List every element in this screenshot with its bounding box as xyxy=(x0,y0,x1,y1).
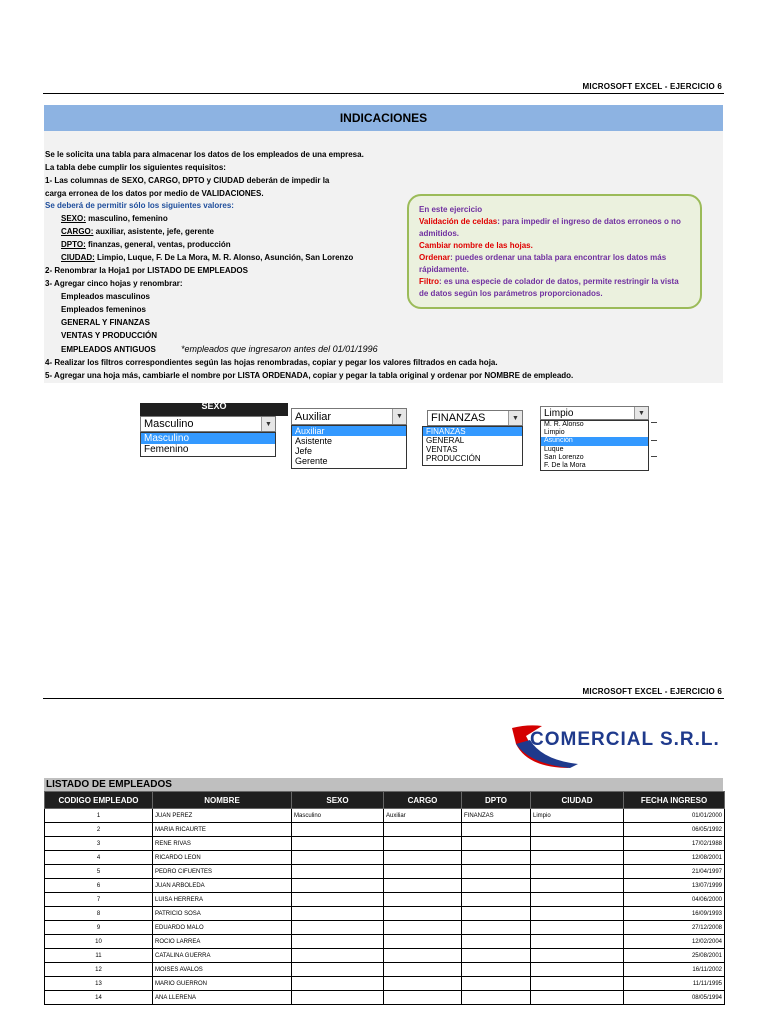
dpto-cell[interactable] xyxy=(462,879,531,893)
codigo-cell[interactable]: 1 xyxy=(45,809,153,823)
dpto-cell[interactable] xyxy=(462,949,531,963)
svg-text:COMERCIAL S.R.L.: COMERCIAL S.R.L. xyxy=(530,729,720,750)
cargo-options-list xyxy=(291,425,407,469)
cargo-cell[interactable] xyxy=(384,921,462,935)
cell-border xyxy=(651,440,657,441)
fecha-cell[interactable]: 16/09/1993 xyxy=(624,907,725,921)
chevron-down-icon[interactable]: ▼ xyxy=(508,411,522,425)
codigo-cell[interactable]: 10 xyxy=(45,935,153,949)
ciudad-options-list xyxy=(540,420,649,471)
step-4: 4- Realizar los filtros correspondientes según las hojas renombradas, copiar y pegar los valores filtrados en cada hoja. xyxy=(45,358,498,367)
sexo-cell[interactable] xyxy=(292,907,384,921)
column-header[interactable]: CODIGO EMPLEADO xyxy=(45,792,153,809)
ciudad-dropdown-value: Limpio xyxy=(544,407,574,419)
column-header[interactable]: CIUDAD xyxy=(531,792,624,809)
step-3: 3- Agregar cinco hojas y renombrar: xyxy=(45,279,183,288)
fecha-cell[interactable]: 27/12/2008 xyxy=(624,921,725,935)
header-rule xyxy=(43,93,724,94)
dpto-option[interactable]: VENTAS xyxy=(426,445,458,454)
column-header[interactable]: NOMBRE xyxy=(153,792,292,809)
nombre-cell[interactable]: JUAN ARBOLEDA xyxy=(153,879,292,893)
dpto-options-list xyxy=(422,426,523,466)
ciudad-option[interactable]: Limpio xyxy=(544,429,565,437)
codigo-cell[interactable]: 12 xyxy=(45,963,153,977)
fecha-cell[interactable]: 11/11/1995 xyxy=(624,977,725,991)
table-row xyxy=(45,935,725,949)
table-row xyxy=(45,809,725,823)
cargo-cell[interactable] xyxy=(384,963,462,977)
sexo-column-header: SEXO xyxy=(140,403,288,416)
cargo-cell[interactable] xyxy=(384,977,462,991)
page2-header: MICROSOFT EXCEL - EJERCICIO 6 xyxy=(582,687,722,696)
callout-title: En este ejercicio xyxy=(419,205,483,214)
ciudad-cell[interactable] xyxy=(531,963,624,977)
sexo-option[interactable]: Masculino xyxy=(141,433,275,444)
step-2: 2- Renombrar la Hoja1 por LISTADO DE EMPLEADOS xyxy=(45,266,248,275)
dpto-cell[interactable] xyxy=(462,865,531,879)
sexo-option[interactable]: Femenino xyxy=(144,444,189,455)
dpto-cell[interactable] xyxy=(462,977,531,991)
sexo-dropdown[interactable] xyxy=(140,416,276,432)
cargo-cell[interactable] xyxy=(384,949,462,963)
sexo-cell[interactable] xyxy=(292,949,384,963)
table-row xyxy=(45,921,725,935)
nombre-cell[interactable]: PEDRO CIFUENTES xyxy=(153,865,292,879)
cargo-option[interactable]: Asistente xyxy=(295,436,333,446)
step-5: 5- Agregar una hoja más, cambiarle el nombre por LISTA ORDENADA, copiar y pegar la tabla original y ordenar por NOMBRE de empleado. xyxy=(45,371,574,380)
fecha-cell[interactable]: 08/05/1994 xyxy=(624,991,725,1005)
table-header-row xyxy=(45,792,725,809)
codigo-cell[interactable]: 9 xyxy=(45,921,153,935)
ciudad-cell[interactable] xyxy=(531,921,624,935)
allowed-sexo: SEXO: masculino, femenino xyxy=(61,214,168,223)
dpto-cell[interactable] xyxy=(462,963,531,977)
ciudad-cell[interactable] xyxy=(531,991,624,1005)
sheet-name: EMPLEADOS ANTIGUOS xyxy=(61,345,156,354)
nombre-cell[interactable]: EDUARDO MALO xyxy=(153,921,292,935)
sexo-cell[interactable] xyxy=(292,991,384,1005)
sexo-cell[interactable] xyxy=(292,963,384,977)
cargo-cell[interactable] xyxy=(384,865,462,879)
sheet-name: Empleados masculinos xyxy=(61,292,150,301)
sexo-cell[interactable] xyxy=(292,879,384,893)
cargo-cell[interactable] xyxy=(384,907,462,921)
table-row xyxy=(45,977,725,991)
fecha-cell[interactable]: 04/06/2000 xyxy=(624,893,725,907)
tips-callout xyxy=(407,194,702,309)
cargo-option[interactable]: Jefe xyxy=(295,446,313,456)
codigo-cell[interactable]: 8 xyxy=(45,907,153,921)
instruction-line: carga erronea de los datos por medio de VALIDACIONES. xyxy=(45,189,264,198)
cargo-dropdown[interactable] xyxy=(291,408,407,425)
sexo-cell[interactable]: Masculino xyxy=(292,809,384,823)
sexo-cell[interactable] xyxy=(292,977,384,991)
dpto-cell[interactable] xyxy=(462,907,531,921)
table-row xyxy=(45,893,725,907)
column-header[interactable]: FECHA INGRESO xyxy=(624,792,725,809)
ciudad-cell[interactable] xyxy=(531,907,624,921)
cell-border xyxy=(651,422,657,423)
table-row xyxy=(45,823,725,837)
fecha-cell[interactable]: 12/08/2001 xyxy=(624,851,725,865)
logo-swoosh-icon xyxy=(508,722,723,772)
sexo-cell[interactable] xyxy=(292,865,384,879)
table-row xyxy=(45,865,725,879)
table-row xyxy=(45,949,725,963)
nombre-cell[interactable]: MARIA RICAURTE xyxy=(153,823,292,837)
codigo-cell[interactable]: 13 xyxy=(45,977,153,991)
sexo-options-list xyxy=(140,432,276,457)
cargo-option[interactable]: Auxiliar xyxy=(292,426,406,436)
dpto-option[interactable]: PRODUCCIÓN xyxy=(426,454,481,463)
table-row xyxy=(45,879,725,893)
ciudad-option[interactable]: F. De la Mora xyxy=(544,462,586,470)
table-row xyxy=(45,963,725,977)
dpto-cell[interactable]: FINANZAS xyxy=(462,809,531,823)
cargo-cell[interactable] xyxy=(384,935,462,949)
comercial-logo xyxy=(508,722,723,772)
codigo-cell[interactable]: 3 xyxy=(45,837,153,851)
dpto-dropdown[interactable] xyxy=(427,410,523,426)
cargo-cell[interactable]: Auxiliar xyxy=(384,809,462,823)
instruction-line: Se le solicita una tabla para almacenar los datos de los empleados de una empresa. xyxy=(45,150,364,159)
antiguos-note: *empleados que ingresaron antes del 01/01/1996 xyxy=(181,344,378,354)
nombre-cell[interactable]: PATRICIO SOSA xyxy=(153,907,292,921)
indicaciones-title: INDICACIONES xyxy=(339,111,428,125)
cargo-option[interactable]: Gerente xyxy=(295,456,328,466)
ciudad-cell[interactable] xyxy=(531,837,624,851)
nombre-cell[interactable]: LUISA HERRERA xyxy=(153,893,292,907)
codigo-cell[interactable]: 6 xyxy=(45,879,153,893)
sheet-name: Empleados femeninos xyxy=(61,305,146,314)
table-title: LISTADO DE EMPLEADOS xyxy=(44,778,723,791)
column-header[interactable]: SEXO xyxy=(292,792,384,809)
codigo-cell[interactable]: 2 xyxy=(45,823,153,837)
sexo-cell[interactable] xyxy=(292,935,384,949)
ciudad-cell[interactable] xyxy=(531,893,624,907)
sexo-cell[interactable] xyxy=(292,851,384,865)
cell-border xyxy=(140,432,141,444)
column-header[interactable]: DPTO xyxy=(462,792,531,809)
employees-table xyxy=(44,791,725,1005)
callout-item: Filtro: es una especie de colador de datos, permite restringir la vista de datos según los parámetros proporcionados. xyxy=(419,277,679,298)
nombre-cell[interactable]: JUAN PEREZ xyxy=(153,809,292,823)
ciudad-cell[interactable] xyxy=(531,851,624,865)
nombre-cell[interactable]: MOISES AVALOS xyxy=(153,963,292,977)
table-row xyxy=(45,991,725,1005)
instruction-line: 1- Las columnas de SEXO, CARGO, DPTO y CIUDAD deberán de impedir la xyxy=(45,176,330,185)
allowed-intro: Se deberá de permitir sólo los siguientes valores: xyxy=(45,201,234,210)
callout-item: Cambiar nombre de las hojas. xyxy=(419,241,533,250)
indicaciones-band xyxy=(44,105,723,131)
fecha-cell[interactable]: 12/02/2004 xyxy=(624,935,725,949)
nombre-cell[interactable]: CATALINA GUERRA xyxy=(153,949,292,963)
fecha-cell[interactable]: 17/02/1988 xyxy=(624,837,725,851)
dpto-option[interactable]: GENERAL xyxy=(426,436,465,445)
codigo-cell[interactable]: 5 xyxy=(45,865,153,879)
nombre-cell[interactable]: RENE RIVAS xyxy=(153,837,292,851)
table-row xyxy=(45,907,725,921)
sexo-cell[interactable] xyxy=(292,837,384,851)
fecha-cell[interactable]: 21/04/1997 xyxy=(624,865,725,879)
ciudad-option[interactable]: Asunción xyxy=(541,437,648,445)
dpto-cell[interactable] xyxy=(462,851,531,865)
table-row xyxy=(45,837,725,851)
ciudad-option[interactable]: M. R. Alonso xyxy=(544,421,584,428)
table-body xyxy=(45,809,725,1005)
dpto-cell[interactable] xyxy=(462,837,531,851)
dpto-cell[interactable] xyxy=(462,991,531,1005)
sexo-cell[interactable] xyxy=(292,823,384,837)
sexo-cell[interactable] xyxy=(292,893,384,907)
cargo-cell[interactable] xyxy=(384,879,462,893)
codigo-cell[interactable]: 7 xyxy=(45,893,153,907)
nombre-cell[interactable]: RICARDO LEON xyxy=(153,851,292,865)
callout-item: Ordenar: puedes ordenar una tabla para encontrar los datos más rápidamente. xyxy=(419,253,667,274)
callout-item: Validación de celdas: para impedir el ingreso de datos erroneos o no admitidos. xyxy=(419,217,681,238)
ciudad-cell[interactable] xyxy=(531,879,624,893)
cargo-cell[interactable] xyxy=(384,893,462,907)
cargo-cell[interactable] xyxy=(384,991,462,1005)
page1-header: MICROSOFT EXCEL - EJERCICIO 6 xyxy=(582,82,722,91)
cell-border xyxy=(651,456,657,457)
ciudad-cell[interactable] xyxy=(531,949,624,963)
instruction-line: La tabla debe cumplir los siguientes requisitos: xyxy=(45,163,226,172)
dpto-cell[interactable] xyxy=(462,921,531,935)
chevron-down-icon[interactable]: ▼ xyxy=(392,409,406,424)
codigo-cell[interactable]: 4 xyxy=(45,851,153,865)
sheet-name: GENERAL Y FINANZAS xyxy=(61,318,150,327)
chevron-down-icon[interactable]: ▼ xyxy=(634,407,648,419)
ciudad-cell[interactable] xyxy=(531,865,624,879)
fecha-cell[interactable]: 01/01/2000 xyxy=(624,809,725,823)
nombre-cell[interactable]: ANA LLERENA xyxy=(153,991,292,1005)
allowed-cargo: CARGO: auxiliar, asistente, jefe, gerente xyxy=(61,227,214,236)
codigo-cell[interactable]: 11 xyxy=(45,949,153,963)
fecha-cell[interactable]: 25/08/2001 xyxy=(624,949,725,963)
codigo-cell[interactable]: 14 xyxy=(45,991,153,1005)
cargo-cell[interactable] xyxy=(384,851,462,865)
fecha-cell[interactable]: 06/05/1992 xyxy=(624,823,725,837)
dpto-cell[interactable] xyxy=(462,823,531,837)
sexo-cell[interactable] xyxy=(292,921,384,935)
fecha-cell[interactable]: 13/07/1999 xyxy=(624,879,725,893)
header-rule xyxy=(43,698,724,699)
ciudad-cell[interactable] xyxy=(531,823,624,837)
ciudad-option[interactable]: San Lorenzo xyxy=(544,453,584,461)
dpto-cell[interactable] xyxy=(462,935,531,949)
nombre-cell[interactable]: ROCIO LARREA xyxy=(153,935,292,949)
sheet-name: VENTAS Y PRODUCCIÓN xyxy=(61,331,158,340)
allowed-ciudad: CIUDAD: Limpio, Luque, F. De La Mora, M. R. Alonso, Asunción, San Lorenzo xyxy=(61,253,354,262)
ciudad-cell[interactable]: Limpio xyxy=(531,809,624,823)
table-row xyxy=(45,851,725,865)
cargo-cell[interactable] xyxy=(384,837,462,851)
chevron-down-icon[interactable]: ▼ xyxy=(261,417,275,431)
column-header[interactable]: CARGO xyxy=(384,792,462,809)
dpto-cell[interactable] xyxy=(462,893,531,907)
dpto-option[interactable]: FINANZAS xyxy=(423,427,522,436)
ciudad-option[interactable]: Luque xyxy=(544,445,564,453)
nombre-cell[interactable]: MARIO GUERRON xyxy=(153,977,292,991)
fecha-cell[interactable]: 16/11/2002 xyxy=(624,963,725,977)
dpto-dropdown-value: FINANZAS xyxy=(431,412,486,424)
cargo-dropdown-value: Auxiliar xyxy=(295,410,332,423)
ciudad-dropdown[interactable] xyxy=(540,406,649,420)
cargo-cell[interactable] xyxy=(384,823,462,837)
ciudad-cell[interactable] xyxy=(531,977,624,991)
sexo-dropdown-value: Masculino xyxy=(144,418,194,430)
ciudad-cell[interactable] xyxy=(531,935,624,949)
allowed-dpto: DPTO: finanzas, general, ventas, producción xyxy=(61,240,231,249)
